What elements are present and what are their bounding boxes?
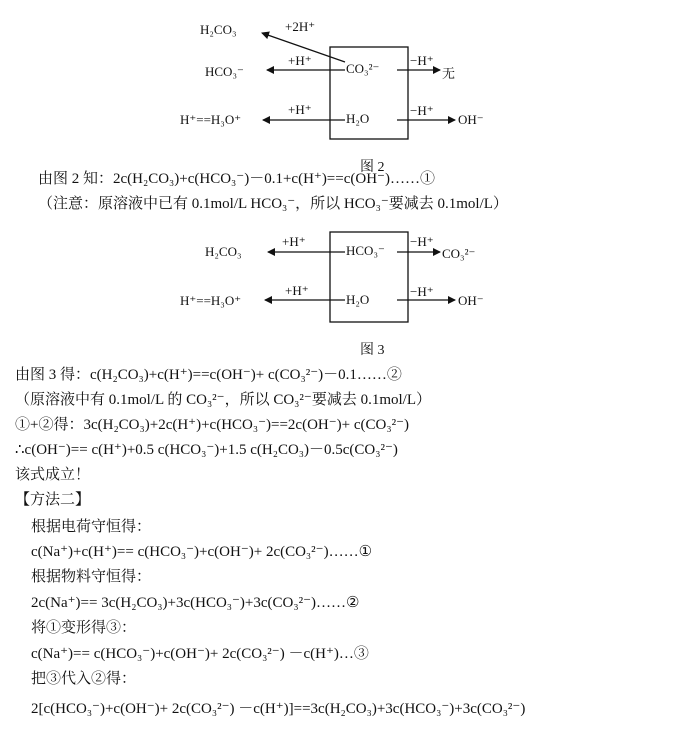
text-line-2: （注意：原溶液中已有 0.1mol/L HCO₃⁻，所以 HCO₃⁻要减去 0.1mol/L） bbox=[38, 196, 508, 212]
label-co3: CO₃²⁻ bbox=[346, 61, 380, 76]
label-plush-a: +H⁺ bbox=[288, 53, 312, 68]
label-plush-b-2: +H⁺ bbox=[285, 283, 309, 298]
text-line-15: 把③代入②得： bbox=[31, 671, 137, 687]
text-line-14: c(Na⁺)== c(HCO₃⁻)+c(OH⁻)+ 2c(CO₃²⁻) －c(H⁺)…③ bbox=[31, 646, 369, 662]
label-hco3-2: HCO₃⁻ bbox=[346, 243, 385, 258]
text-line-10: c(Na⁺)+c(H⁺)== c(HCO₃⁻)+c(OH⁻)+ 2c(CO₃²⁻)……① bbox=[31, 544, 373, 560]
label-none: 无 bbox=[442, 66, 456, 81]
label-h2co3: H₂CO₃ bbox=[200, 22, 237, 37]
label-h2co3-2: H₂CO₃ bbox=[205, 244, 242, 259]
label-h2o: H₂O bbox=[346, 111, 370, 126]
label-h-h3o: H⁺==H₃O⁺ bbox=[180, 112, 242, 127]
text-line-7: 该式成立！ bbox=[15, 467, 91, 483]
label-minush-b-2: −H⁺ bbox=[410, 284, 434, 299]
label-h-h3o-2: H⁺==H₃O⁺ bbox=[180, 293, 242, 308]
text-line-11: 根据物料守恒得： bbox=[31, 569, 152, 585]
label-plush-a-2: +H⁺ bbox=[282, 234, 306, 249]
text-line-8: 【方法二】 bbox=[15, 492, 91, 508]
text-line-16: 2[c(HCO₃⁻)+c(OH⁻)+ 2c(CO₃²⁻) －c(H⁺)]==3c(H₂CO₃)+3c(HCO₃⁻)+3c(CO₃²⁻) bbox=[31, 701, 526, 717]
label-h2o-2: H₂O bbox=[346, 292, 370, 307]
label-minush-a: −H⁺ bbox=[410, 53, 434, 68]
text-line-5: ①+②得：3c(H₂CO₃)+2c(H⁺)+c(HCO₃⁻)==2c(OH⁻)+ c(CO₃²⁻) bbox=[15, 417, 410, 433]
text-line-3: 由图 3 得：c(H₂CO₃)+c(H⁺)==c(OH⁻)+ c(CO₃²⁻)－0.1……② bbox=[15, 367, 402, 383]
label-minush-b: −H⁺ bbox=[410, 103, 434, 118]
text-line-9: 根据电荷守恒得： bbox=[31, 519, 152, 535]
label-plus2h: +2H⁺ bbox=[285, 19, 316, 34]
text-line-12: 2c(Na⁺)== 3c(H₂CO₃)+3c(HCO₃⁻)+3c(CO₃²⁻)……② bbox=[31, 595, 360, 611]
label-hco3: HCO₃⁻ bbox=[205, 64, 244, 79]
text-line-4: （原溶液中有 0.1mol/L 的 CO₃²⁻，所以 CO₃²⁻要减去 0.1mol/L） bbox=[15, 392, 431, 408]
text-line-13: 将①变形得③： bbox=[31, 620, 137, 636]
label-oh: OH⁻ bbox=[458, 112, 484, 127]
label-minush-a-2: −H⁺ bbox=[410, 234, 434, 249]
caption-fig2: 图 2 bbox=[360, 160, 385, 175]
text-line-6: ∴c(OH⁻)== c(H⁺)+0.5 c(HCO₃⁻)+1.5 c(H₂CO₃)－0.5c(CO₃²⁻) bbox=[15, 442, 398, 458]
text-line-1: 由图 2 知：2c(H₂CO₃)+c(HCO₃⁻)－0.1+c(H⁺)==c(OH⁻)……① bbox=[38, 171, 435, 187]
label-co3-2: CO₃²⁻ bbox=[442, 246, 476, 261]
caption-fig3: 图 3 bbox=[360, 343, 385, 358]
label-plush-b: +H⁺ bbox=[288, 102, 312, 117]
label-oh-2: OH⁻ bbox=[458, 293, 484, 308]
